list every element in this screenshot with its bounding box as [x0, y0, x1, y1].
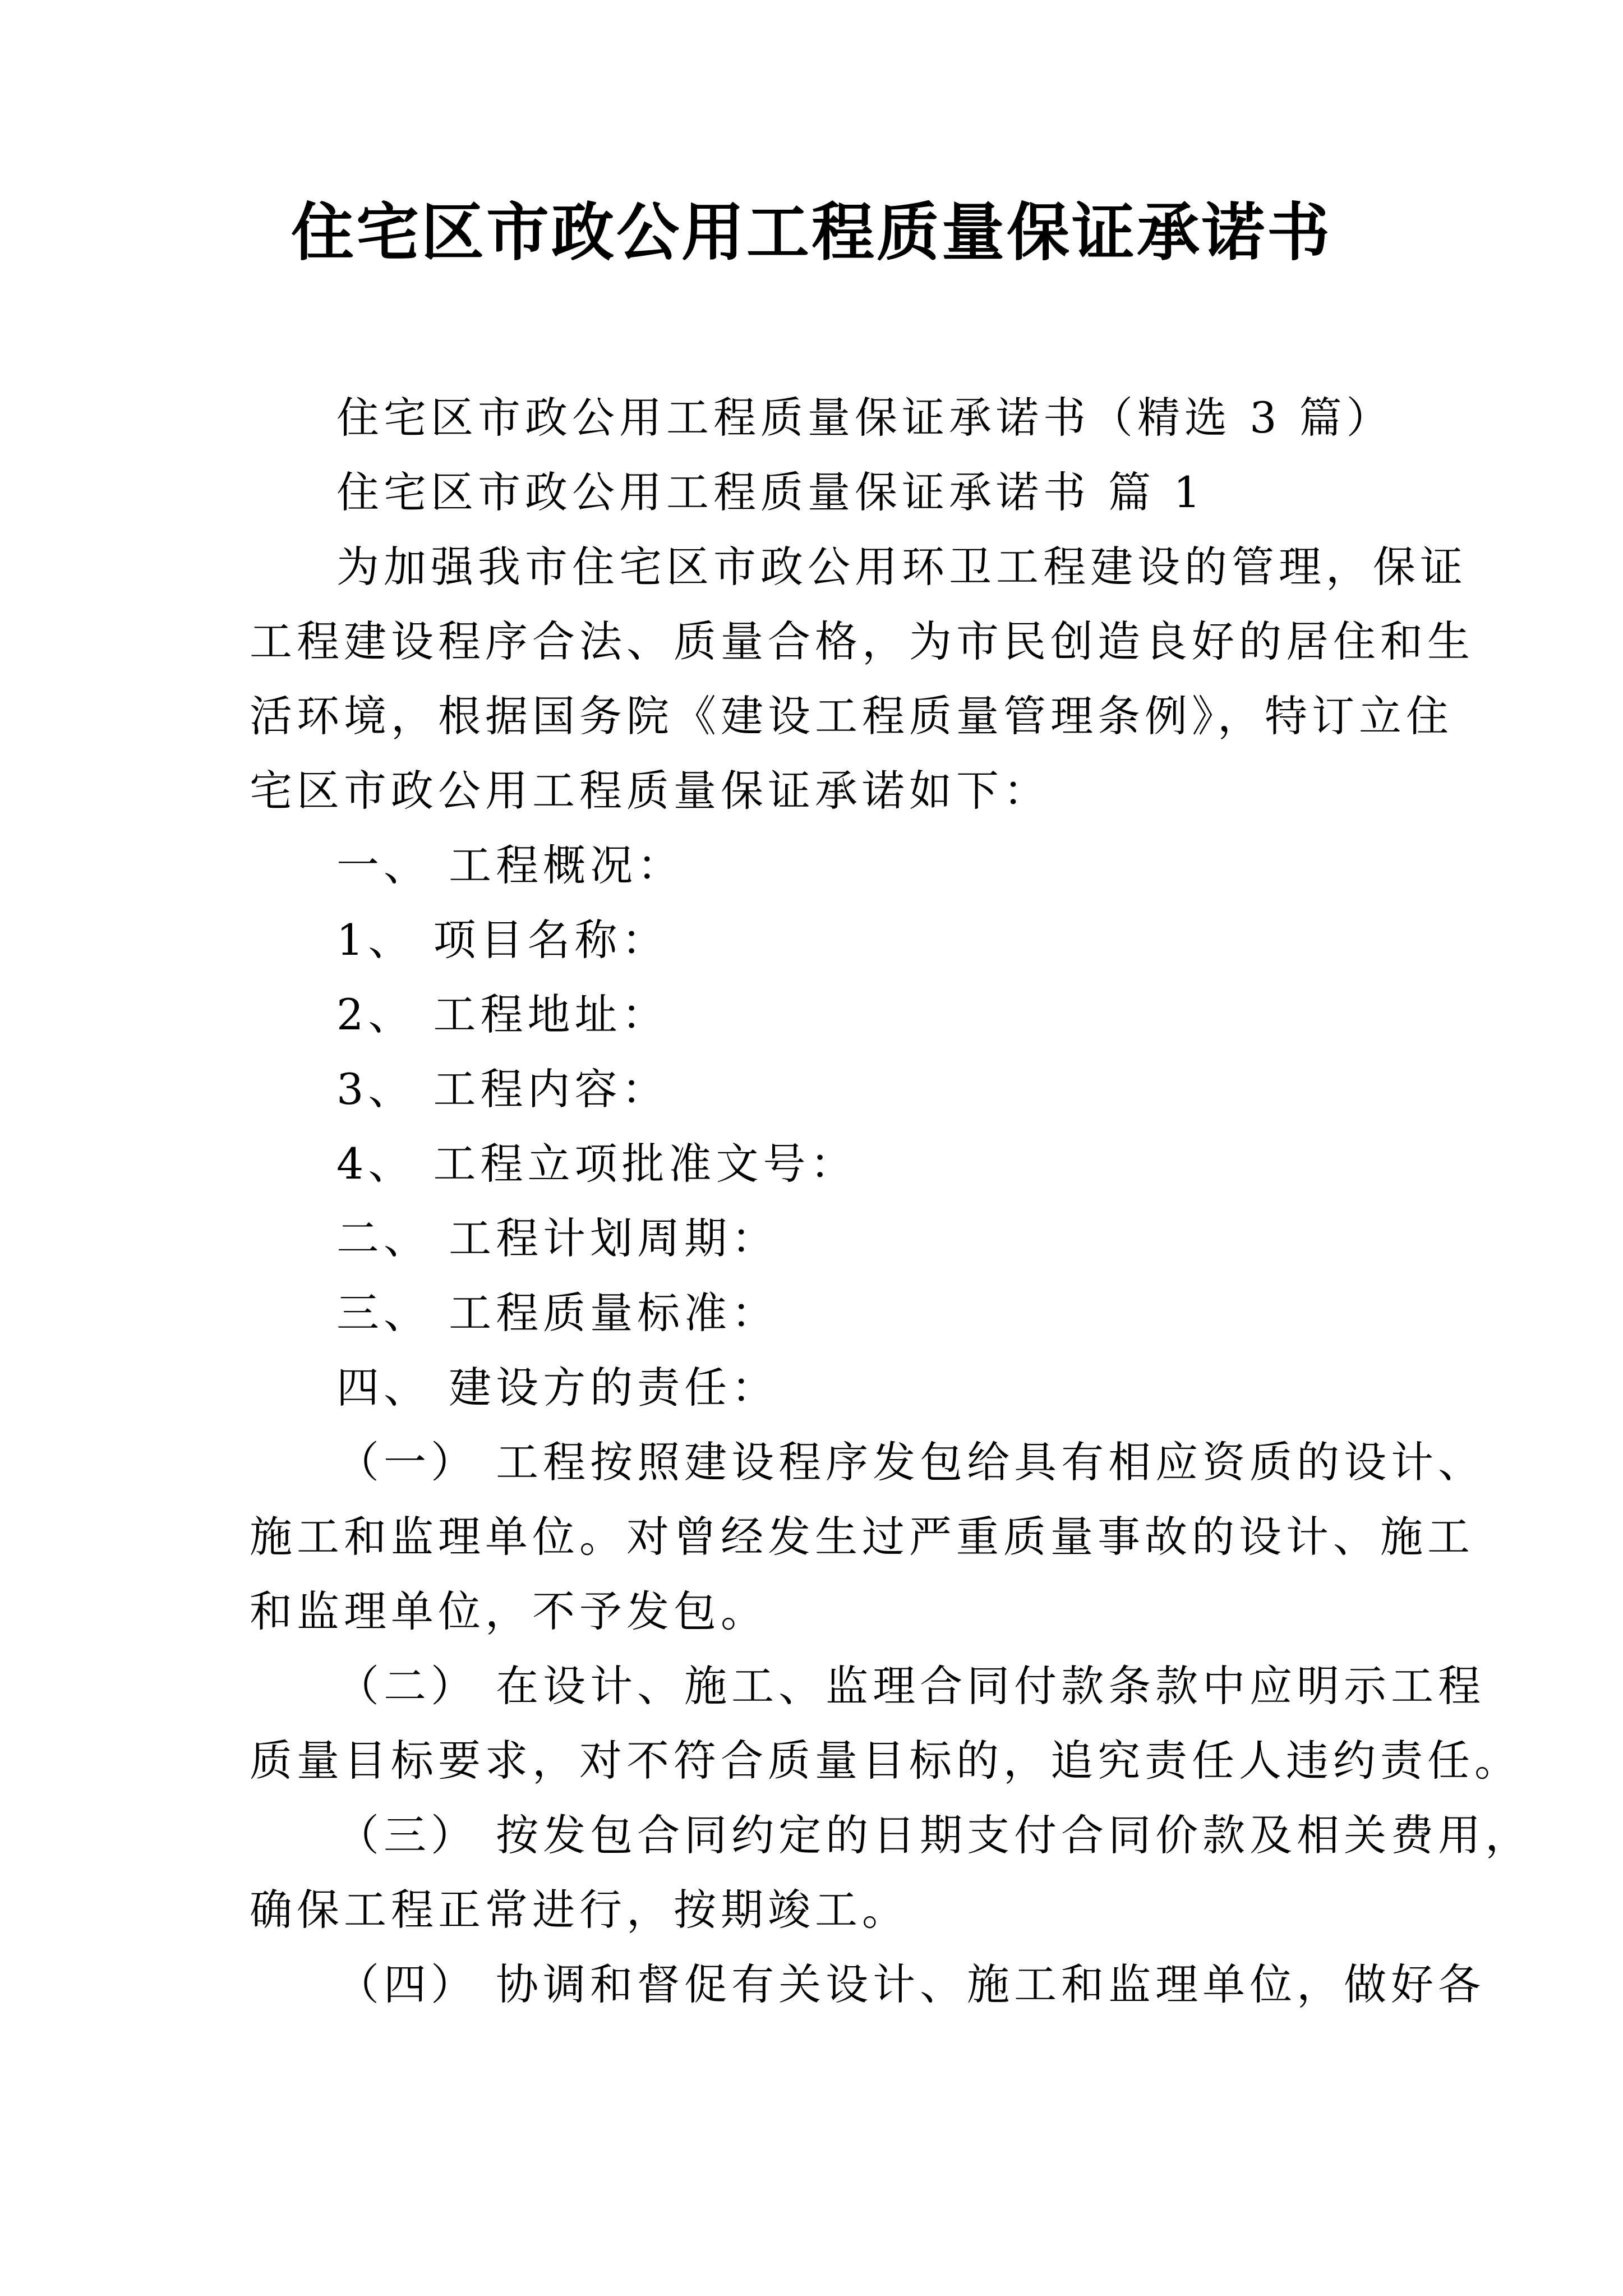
paragraph-line: （一） 工程按照建设程序发包给具有相应资质的设计、 — [336, 1437, 1486, 1487]
paragraph-line: 施工和监理单位。对曾经发生过严重质量事故的设计、施工 — [250, 1512, 1474, 1562]
list-item: 四、 建设方的责任： — [336, 1363, 779, 1412]
list-item: 二、 工程计划周期： — [336, 1213, 779, 1263]
paragraph-line: 活环境，根据国务院《建设工程质量管理条例》，特订立住 — [250, 691, 1453, 741]
paragraph-line: 和监理单位，不予发包。 — [250, 1586, 768, 1636]
paragraph-line: 确保工程正常进行，按期竣工。 — [250, 1885, 909, 1935]
paragraph-line: （三） 按发包合同约定的日期支付合同价款及相关费用， — [336, 1810, 1533, 1860]
list-item: 1、 项目名称： — [336, 915, 669, 965]
paragraph-line: 质量目标要求，对不符合质量目标的，追究责任人违约责任。 — [250, 1736, 1521, 1786]
subtitle-line: 住宅区市政公用工程质量保证承诺书（精选 3 篇） — [336, 393, 1394, 443]
section-heading: 住宅区市政公用工程质量保证承诺书 篇 1 — [336, 467, 1205, 517]
list-item: 一、 工程概况： — [336, 840, 685, 890]
paragraph-line: 宅区市政公用工程质量保证承诺如下： — [250, 766, 1050, 816]
list-item: 三、 工程质量标准： — [336, 1288, 779, 1338]
paragraph-line: （四） 协调和督促有关设计、施工和监理单位，做好各 — [336, 1959, 1486, 2009]
list-item: 4、 工程立项批准文号： — [336, 1139, 857, 1189]
paragraph-line: 为加强我市住宅区市政公用环卫工程建设的管理，保证 — [336, 542, 1467, 592]
list-item: 3、 工程内容： — [336, 1064, 669, 1114]
document-title: 住宅区市政公用工程质量保证承诺书 — [291, 196, 1332, 269]
paragraph-line: 工程建设程序合法、质量合格，为市民创造良好的居住和生 — [250, 616, 1474, 666]
list-item: 2、 工程地址： — [336, 990, 669, 1039]
paragraph-line: （二） 在设计、施工、监理合同付款条款中应明示工程 — [336, 1661, 1486, 1711]
